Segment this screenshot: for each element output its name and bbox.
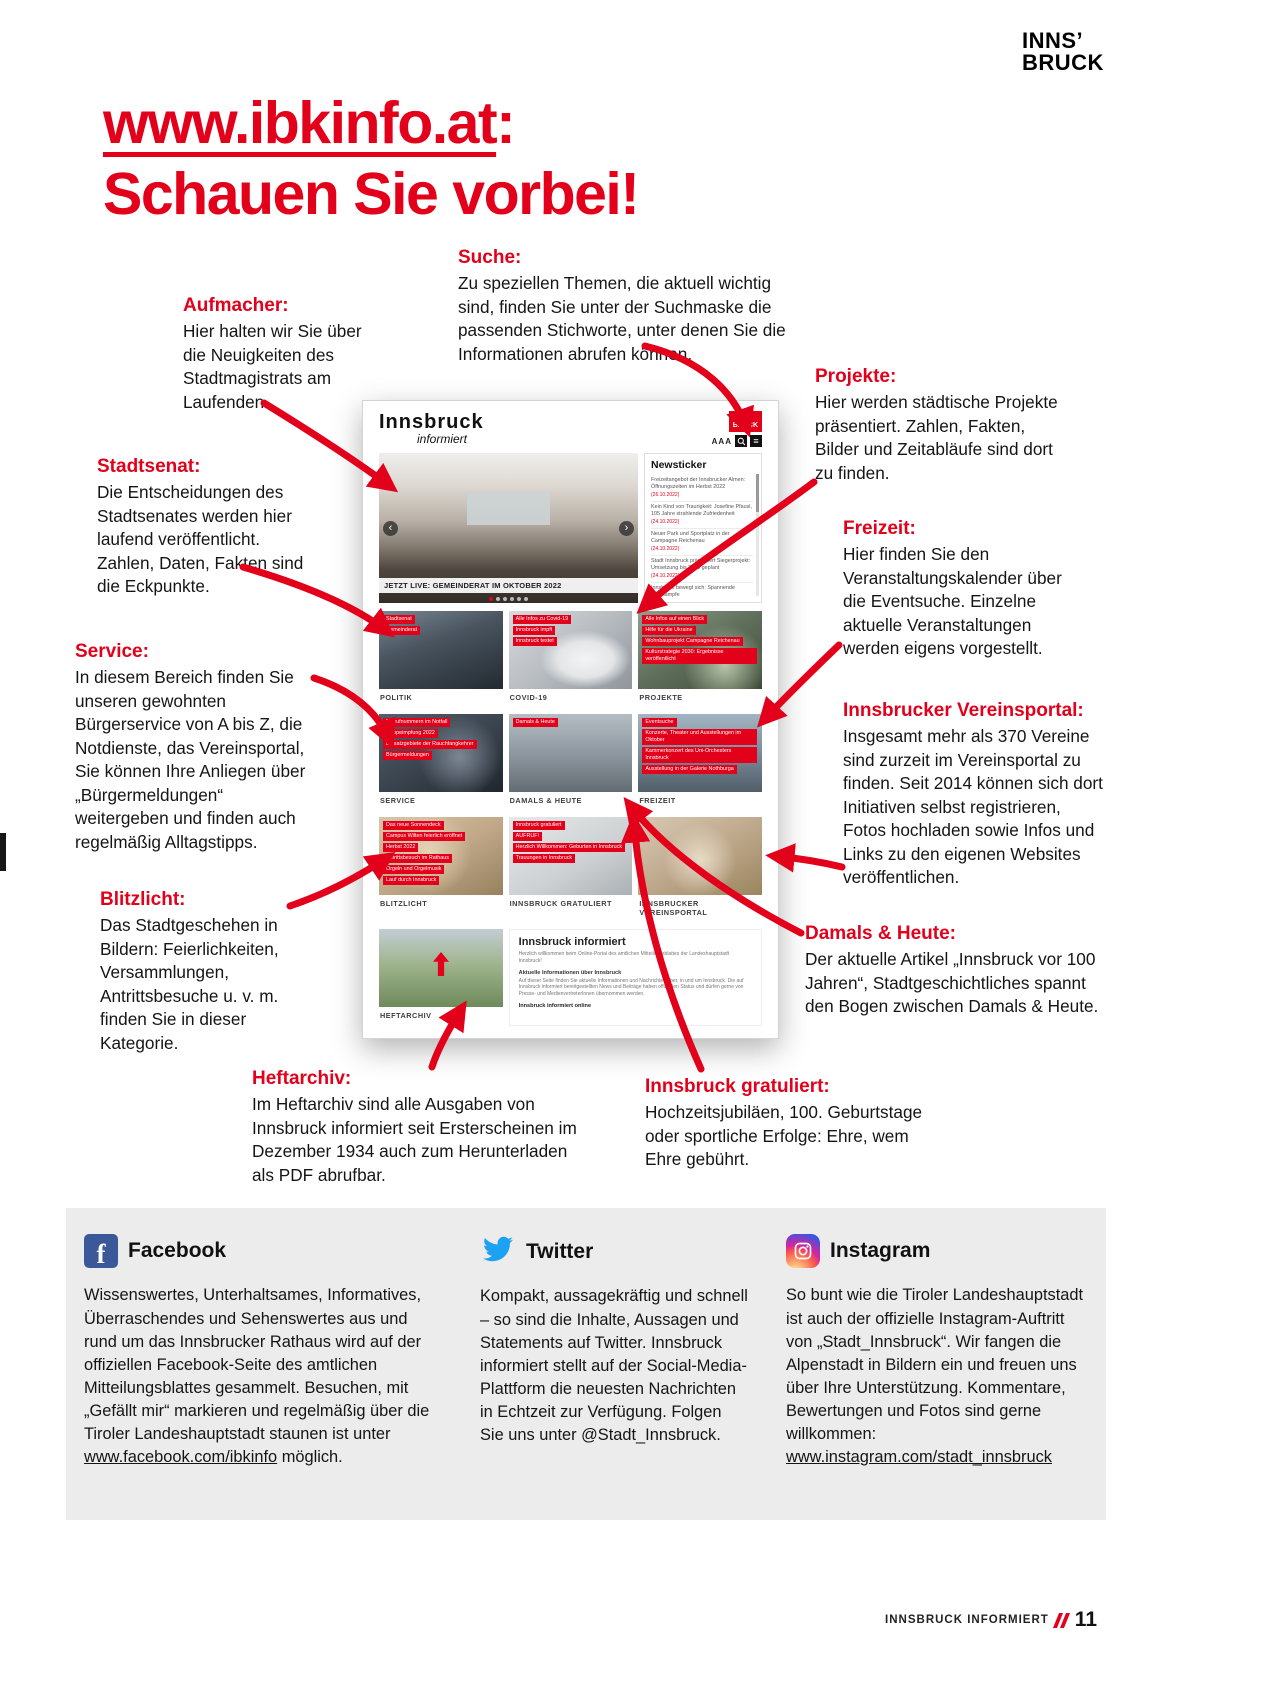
site-brand-line2: BRUCK bbox=[732, 421, 758, 429]
newsticker-title: Newsticker bbox=[651, 459, 707, 471]
annotation-heftarchiv bbox=[252, 1068, 577, 1187]
social-media-box bbox=[66, 1208, 1106, 1520]
tile-link-chip[interactable]: Gemeinderat bbox=[383, 626, 420, 635]
tile-link-chip[interactable]: Kulturstrategie 2030: Ergebnisse veröffentlicht bbox=[642, 648, 757, 664]
footer-magazine-name: INNSBRUCK INFORMIERT bbox=[885, 1614, 1049, 1626]
tile-link-chip[interactable]: AUFRUF! bbox=[513, 832, 542, 841]
carousel-prev-icon[interactable]: ‹ bbox=[383, 521, 398, 536]
info-panel-title: Innsbruck informiert bbox=[518, 936, 626, 948]
annotation-body-aufmacher: Hier halten wir Sie über die Neuigkeiten des Stadtmagistrats am Laufenden. bbox=[183, 321, 362, 412]
newsticker-item-text: Neuer Park und Sportplatz in der Campagne Reichenau bbox=[651, 531, 730, 545]
facebook-url-link[interactable]: www.facebook.com/ibkinfo bbox=[84, 1448, 278, 1467]
instagram-url-link[interactable]: www.instagram.com/stadt_innsbruck bbox=[786, 1448, 1052, 1467]
tile-link-chip[interactable]: Stadtsenat bbox=[383, 615, 415, 624]
twitter-heading: Twitter bbox=[526, 1239, 594, 1263]
annotation-heading-stadtsenat: Stadtsenat: bbox=[97, 456, 201, 477]
page-title bbox=[103, 88, 638, 230]
site-info-panel bbox=[509, 929, 762, 1026]
tile-link-chip[interactable]: Lauf durch Innsbruck bbox=[383, 876, 439, 885]
tile-link-chip[interactable]: Notrufnummern im Notfall bbox=[383, 718, 450, 727]
facebook-text-before: Wissenswertes, Unterhaltsames, Informatives, Überraschendes und Sehenswertes aus und rund um das Innsbrucker Rathaus wird auf der offiziellen Facebook-Seite des amtlichen Mitteilungsblattes gesammelt. Besuchen, mit „Gefällt mir“ markieren und regelmäßig über die Tiroler Landeshauptstadt staunen ist unter bbox=[84, 1286, 430, 1444]
newsticker-panel bbox=[644, 453, 762, 603]
annotation-heading-freizeit: Freizeit: bbox=[843, 518, 916, 539]
twitter-column bbox=[480, 1234, 748, 1500]
city-logo-line1: INNS’ bbox=[1022, 28, 1084, 53]
carousel-dot[interactable] bbox=[510, 597, 514, 601]
tile-service bbox=[379, 714, 503, 811]
tile-link-chip[interactable]: Campus Wilten feierlich eröffnet bbox=[383, 832, 465, 841]
hero-projection-screen bbox=[467, 492, 550, 525]
site-brand-line1: INNS’ bbox=[732, 414, 752, 421]
newsticker-item-date: (24.10.2022) bbox=[651, 519, 680, 526]
tile-freizeit bbox=[638, 714, 762, 811]
tile-link-chip[interactable]: Eventsuche bbox=[642, 718, 676, 727]
tile-link-chip[interactable]: Alle Infos auf einen Blick bbox=[642, 615, 707, 624]
innsbruck-city-logo bbox=[1022, 30, 1104, 75]
annotation-body-damals-heute: Der aktuelle Artikel „Innsbruck vor 100 Jahren“, Stadtgeschichtliches spannt den Bogen zwischen Damals & Heute. bbox=[805, 949, 1099, 1017]
font-size-controls[interactable]: AAA bbox=[711, 436, 732, 446]
tile-gratuliert-image bbox=[509, 817, 633, 895]
tile-blitzlicht-label: BLITZLICHT bbox=[380, 899, 428, 908]
tile-freizeit-label: FREIZEIT bbox=[639, 796, 676, 805]
annotation-heading-projekte: Projekte: bbox=[815, 366, 897, 387]
info-panel-subtitle: Aktuelle Informationen über Innsbruck bbox=[518, 969, 622, 976]
annotation-body-vereinsportal: Insgesamt mehr als 370 Vereine sind zurzeit im Vereinsportal zu finden. Seit 2014 können sich dort Initiativen selbst registrieren, Fotos hochladen sowie Infos und Links zu den eigenen Websites veröffentlichen. bbox=[843, 726, 1103, 888]
newsticker-item[interactable] bbox=[651, 502, 753, 529]
annotation-projekte bbox=[815, 366, 1067, 485]
annotation-heading-vereinsportal: Innsbrucker Vereinsportal: bbox=[843, 700, 1084, 721]
tile-vereinsportal-image bbox=[638, 817, 762, 895]
tile-link-chip[interactable]: Wohnbauprojekt Campagne Reichenau bbox=[642, 637, 742, 646]
instagram-icon bbox=[786, 1234, 820, 1268]
carousel-dot[interactable] bbox=[517, 597, 521, 601]
annotation-body-heftarchiv: Im Heftarchiv sind alle Ausgaben von Innsbruck informiert seit Ersterscheinen im Dezember 1934 auch zum Herunterladen als PDF abrufbar. bbox=[252, 1094, 577, 1185]
annotation-freizeit bbox=[843, 518, 1073, 661]
newsticker-item-text: Freizeitangebot der Innsbrucker Almen: Öffnungszeiten im Herbst 2022 bbox=[651, 477, 746, 491]
city-logo-line2: BRUCK bbox=[1022, 50, 1104, 76]
facebook-header bbox=[84, 1234, 442, 1268]
tile-link-chip[interactable]: Bürgermeldungen bbox=[383, 751, 432, 760]
facebook-column bbox=[84, 1234, 442, 1500]
carousel-next-icon[interactable]: › bbox=[619, 521, 634, 536]
annotation-gratuliert bbox=[645, 1076, 937, 1172]
tile-gratuliert bbox=[509, 817, 633, 923]
newsticker-item[interactable] bbox=[651, 529, 753, 556]
twitter-body: Kompakt, aussagekräftig und schnell – so sind die Inhalte, Aussagen und Statements auf Twitter. Innsbruck informiert stellt auf der Social-Media-Plattform die neuesten Nachrichten in Echtzeit zur Verfügung. Folgen Sie uns unter @Stadt_Innsbruck. bbox=[480, 1287, 748, 1445]
tile-politik bbox=[379, 611, 503, 708]
tile-vereinsportal-label: INNSBRUCKER VEREINSPORTAL bbox=[639, 899, 708, 917]
carousel-dot[interactable] bbox=[496, 597, 500, 601]
site-top-section bbox=[379, 453, 762, 603]
tile-link-chip[interactable]: Damals & Heute bbox=[513, 718, 558, 727]
annotation-body-freizeit: Hier finden Sie den Veranstaltungskalender über die Eventsuche. Einzelne aktuelle Veranstaltungen werden eigens vorgestellt. bbox=[843, 544, 1062, 659]
tile-projekte bbox=[638, 611, 762, 708]
newsticker-scrollbar[interactable] bbox=[756, 474, 759, 596]
tile-politik-label: POLITIK bbox=[380, 693, 413, 702]
site-search-icon[interactable] bbox=[735, 435, 747, 447]
tile-link-chip[interactable]: Hilfe für die Ukraine bbox=[642, 626, 695, 635]
annotation-heading-damals-heute: Damals & Heute: bbox=[805, 923, 956, 944]
tile-covid-label: COVID-19 bbox=[509, 693, 548, 702]
title-line2: Schauen Sie vorbei! bbox=[103, 160, 639, 227]
tile-link-chip[interactable]: Trauungen in Innsbruck bbox=[513, 854, 575, 863]
hero-caption: JETZT LIVE: GEMEINDERAT IM OKTOBER 2022 bbox=[379, 578, 638, 593]
annotation-suche bbox=[458, 247, 796, 366]
tile-link-chip[interactable]: Grippeimpfung 2022 bbox=[383, 729, 438, 738]
info-panel-body: Auf dieser Seite finden Sie aktuelle Informationen und Nachrichten über, in und um Innsbruck. Die auf Innsbruck informiert bereitgestellten News und Beiträge haben offiziellen Status und dürfen gerne von Presse- und MedienvertreterInnen übernommen werden. bbox=[518, 977, 744, 997]
site-tile-grid bbox=[379, 611, 762, 1026]
tile-link-chip[interactable]: Herzlich Willkommen: Geburten in Innsbruck bbox=[513, 843, 625, 852]
ibkinfo-url-link[interactable]: www.ibkinfo.at bbox=[103, 90, 497, 156]
newsticker-item-text: Stadt Innsbruck präsentiert Siegerprojekt: Umsetzung bis 2025 geplant bbox=[651, 558, 751, 572]
tile-link-chip[interactable]: Einsatzgebiete der Rauchfangkehrer bbox=[383, 740, 477, 749]
annotation-aufmacher bbox=[183, 295, 365, 414]
tile-service-label: SERVICE bbox=[380, 796, 416, 805]
annotation-body-stadtsenat: Die Entscheidungen des Stadtsenates werden hier laufend veröffentlicht. Zahlen, Daten, Fakten sind die Eckpunkte. bbox=[97, 482, 304, 597]
tile-link-chip[interactable]: Das neue Sonnendeck bbox=[383, 821, 444, 830]
tile-link-chip[interactable]: Kammerkonzert des Uni-Orchesters Innsbruck bbox=[642, 747, 757, 763]
tile-link-chip[interactable]: Antrittsbesuch im Rathaus bbox=[383, 854, 452, 863]
arrow-vereinsportal bbox=[774, 856, 842, 867]
instagram-body bbox=[786, 1284, 1094, 1469]
facebook-text-after: möglich. bbox=[277, 1448, 343, 1467]
annotation-body-service: In diesem Bereich finden Sie unseren gewohnten Bürgerservice von A bis Z, die Notdienste, das Vereinsportal, Sie können Ihre Anliegen über „Bürgermeldungen“ weitergeben und finden auch regelmäßig Alltagstipps. bbox=[75, 667, 306, 852]
annotation-damals-heute bbox=[805, 923, 1105, 1019]
newsticker-item-text: Innsbruck bewegt sich: Spannende Wettkämpfe bbox=[651, 585, 735, 599]
tile-link-chip[interactable]: Innsbruck gratuliert bbox=[513, 821, 565, 830]
annotation-heading-aufmacher: Aufmacher: bbox=[183, 295, 289, 316]
tile-blitzlicht-image bbox=[379, 817, 503, 895]
annotation-body-suche: Zu speziellen Themen, die aktuell wichtig sind, finden Sie unter der Suchmaske die passenden Stichworte, unter denen Sie die Informationen abrufen können. bbox=[458, 273, 786, 364]
tile-heftarchiv bbox=[379, 929, 503, 1026]
twitter-bird-icon bbox=[480, 1234, 516, 1269]
cover-arrow-badge bbox=[433, 952, 449, 981]
page-footer bbox=[885, 1608, 1097, 1632]
annotation-heading-service: Service: bbox=[75, 641, 149, 662]
newsticker-item-date: (26.10.2022) bbox=[651, 492, 680, 499]
annotation-body-blitzlicht: Das Stadtgeschehen in Bildern: Feierlichkeiten, Versammlungen, Antrittsbesuche u. v. m. finden Sie in dieser Kategorie. bbox=[100, 915, 279, 1053]
tile-link-chip[interactable]: Ausstellung in der Galerie Nothburga bbox=[642, 765, 736, 774]
carousel-dot[interactable] bbox=[489, 597, 493, 601]
facebook-icon bbox=[84, 1234, 118, 1268]
annotation-body-projekte: Hier werden städtische Projekte präsentiert. Zahlen, Fakten, Bilder und Zeitabläufe sind dort zu finden. bbox=[815, 392, 1058, 483]
tile-damals-heute-image bbox=[509, 714, 633, 792]
footer-page-number: 11 bbox=[1074, 1608, 1097, 1631]
tile-link-chip[interactable]: Alle Infos zu Covid-19 bbox=[513, 615, 571, 624]
tile-projekte-label: PROJEKTE bbox=[639, 693, 683, 702]
tile-heftarchiv-image bbox=[379, 929, 503, 1007]
scrollbar-thumb[interactable] bbox=[756, 474, 759, 512]
site-toolbar bbox=[712, 435, 762, 447]
tile-damals-heute-label: DAMALS & HEUTE bbox=[509, 796, 582, 805]
site-logo bbox=[379, 411, 484, 446]
newsticker-item[interactable] bbox=[651, 556, 753, 583]
facebook-heading: Facebook bbox=[128, 1239, 227, 1262]
instagram-text-before: So bunt wie die Tiroler Landeshauptstadt ist auch der offizielle Instagram-Auftritt von „Stadt_Innsbruck“. Wir fangen die Alpenstadt in Bildern ein und freuen uns über Ihre Unterstützung. Kommentare, Bewertungen und Fotos sind gerne willkommen: bbox=[786, 1286, 1084, 1444]
info-panel-intro: Herzlich willkommen beim Online-Portal des amtlichen Mitteilungsblattes der Landeshauptstadt Innsbruck! bbox=[518, 951, 730, 964]
site-logo-line1: Innsbruck bbox=[379, 411, 484, 433]
tile-link-chip[interactable]: Konzerte, Theater und Ausstellungen im Oktober bbox=[642, 729, 757, 745]
tile-vereinsportal bbox=[638, 817, 762, 923]
site-logo-line2: informiert bbox=[417, 432, 468, 446]
site-header bbox=[363, 401, 778, 453]
carousel-dot[interactable] bbox=[524, 597, 528, 601]
info-panel-link[interactable]: Innsbruck informiert online bbox=[518, 1002, 592, 1009]
instagram-heading: Instagram bbox=[830, 1239, 931, 1262]
tile-politik-image bbox=[379, 611, 503, 689]
tile-freizeit-image bbox=[638, 714, 762, 792]
newsticker-item[interactable] bbox=[651, 583, 753, 603]
tile-link-chip[interactable]: Innsbruck testet bbox=[513, 637, 557, 646]
tile-projekte-image bbox=[638, 611, 762, 689]
annotation-heading-gratuliert: Innsbruck gratuliert: bbox=[645, 1076, 830, 1097]
tile-service-image bbox=[379, 714, 503, 792]
annotation-blitzlicht bbox=[100, 889, 305, 1055]
tile-link-chip[interactable]: Herbst 2022 bbox=[383, 843, 418, 852]
carousel-dot[interactable] bbox=[503, 597, 507, 601]
tile-gratuliert-label: INNSBRUCK GRATULIERT bbox=[509, 899, 612, 908]
newsticker-items bbox=[651, 475, 753, 603]
facebook-body bbox=[84, 1284, 442, 1469]
annotation-stadtsenat bbox=[97, 456, 309, 599]
site-brand-badge bbox=[729, 411, 762, 432]
newsticker-item-text: Kein Kind von Traurigkeit: Josefine Pfausl, 105 Jahre strahlende Zufriedenheit bbox=[651, 504, 752, 518]
tile-heftarchiv-label: HEFTARCHIV bbox=[380, 1011, 432, 1020]
annotation-heading-suche: Suche: bbox=[458, 247, 522, 268]
print-edge-mark bbox=[0, 833, 6, 871]
tile-covid bbox=[509, 611, 633, 708]
website-screenshot bbox=[362, 400, 779, 1039]
annotation-body-gratuliert: Hochzeitsjubiläen, 100. Geburtstage oder sportliche Erfolge: Ehre, wem Ehre gebührt. bbox=[645, 1102, 923, 1170]
newsticker-item-date: (24.10.2022) bbox=[651, 546, 680, 553]
tile-blitzlicht bbox=[379, 817, 503, 923]
tile-covid-image bbox=[509, 611, 633, 689]
site-menu-icon[interactable]: ≡ bbox=[750, 435, 762, 447]
tile-link-chip[interactable]: Orgeln und Orgelmusik bbox=[383, 865, 444, 874]
tile-link-chip[interactable]: Innsbruck impft bbox=[513, 626, 556, 635]
site-header-right bbox=[712, 411, 762, 447]
facebook-f-glyph: f bbox=[96, 1239, 106, 1268]
instagram-header bbox=[786, 1234, 1094, 1268]
newsticker-item-date: (24.10.2022) bbox=[651, 573, 680, 580]
annotation-heading-blitzlicht: Blitzlicht: bbox=[100, 889, 186, 910]
annotation-service bbox=[75, 641, 318, 855]
instagram-column bbox=[786, 1234, 1094, 1500]
newsticker-item[interactable] bbox=[651, 475, 753, 502]
carousel-dots bbox=[379, 597, 638, 601]
annotation-heading-heftarchiv: Heftarchiv: bbox=[252, 1068, 352, 1089]
twitter-header bbox=[480, 1234, 748, 1269]
hero-carousel bbox=[379, 453, 638, 603]
title-colon: : bbox=[496, 90, 515, 156]
annotation-vereinsportal bbox=[843, 700, 1105, 890]
tile-damals-heute bbox=[509, 714, 633, 811]
